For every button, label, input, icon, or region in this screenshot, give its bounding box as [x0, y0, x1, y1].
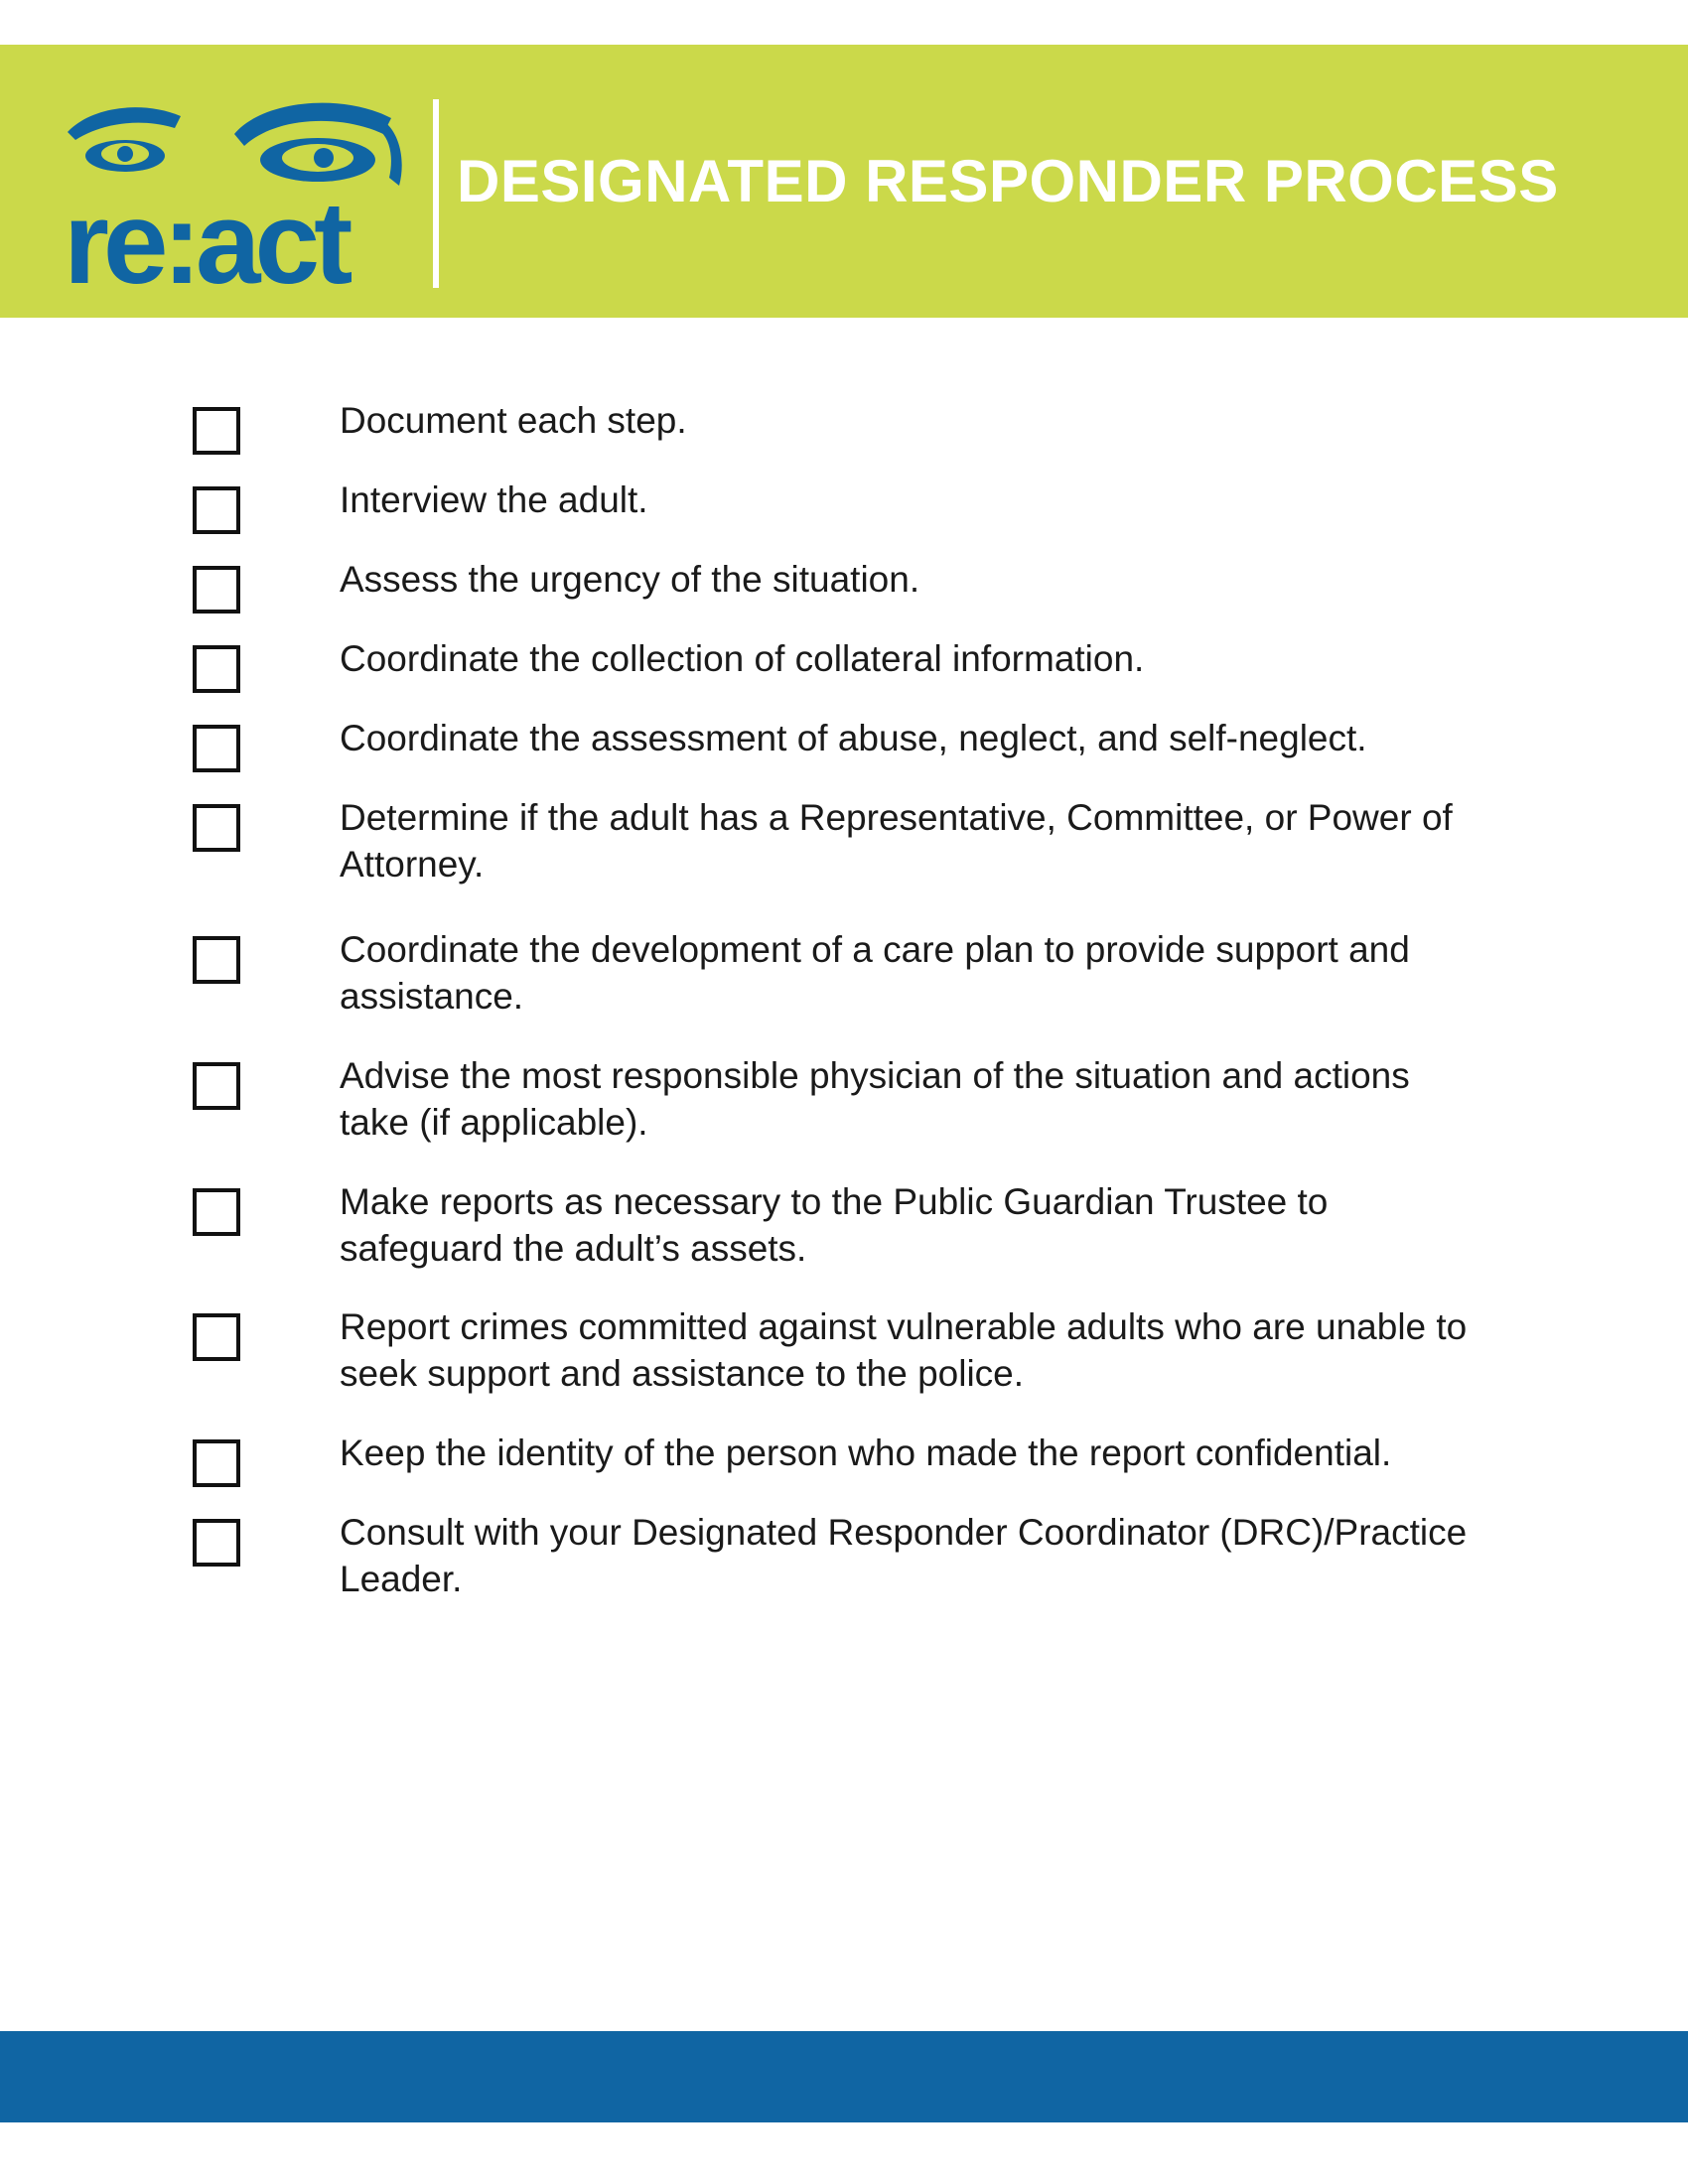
- checklist-checkbox[interactable]: [193, 936, 240, 984]
- checklist-item-label: Keep the identity of the person who made the report confidential.: [340, 1433, 1392, 1473]
- checklist-item-label: Assess the urgency of the situation.: [340, 559, 920, 600]
- checklist-item: [193, 926, 1481, 1020]
- checklist-item: [193, 1178, 1481, 1272]
- checklist-item: [193, 635, 1481, 693]
- page-title: DESIGNATED RESPONDER PROCESS: [457, 148, 1559, 214]
- checklist-item-label: Coordinate the assessment of abuse, neglect, and self-neglect.: [340, 718, 1367, 758]
- checklist-checkbox[interactable]: [193, 407, 240, 455]
- checklist-item-label: Determine if the adult has a Representative, Committee, or Power of Attorney.: [340, 797, 1453, 885]
- checklist-checkbox[interactable]: [193, 725, 240, 772]
- checklist-checkbox[interactable]: [193, 1439, 240, 1487]
- checklist-item: [193, 397, 1481, 455]
- checklist-checkbox[interactable]: [193, 1062, 240, 1110]
- checklist-item-label: Make reports as necessary to the Public Guardian Trustee to safeguard the adult’s assets.: [340, 1181, 1329, 1269]
- checklist-item-label: Coordinate the development of a care plan to provide support and assistance.: [340, 929, 1410, 1017]
- checklist-item-label: Coordinate the collection of collateral information.: [340, 638, 1145, 679]
- checklist-item-label: Document each step.: [340, 400, 687, 441]
- react-logo: [64, 94, 413, 293]
- checklist-item-label: Consult with your Designated Responder Coordinator (DRC)/Practice Leader.: [340, 1512, 1468, 1599]
- checklist-item: [193, 477, 1481, 534]
- checklist-checkbox[interactable]: [193, 486, 240, 534]
- checklist-item-label: Report crimes committed against vulnerable adults who are unable to seek support and assistance to the police.: [340, 1306, 1468, 1394]
- checklist-item: [193, 794, 1481, 887]
- checklist-checkbox[interactable]: [193, 1519, 240, 1567]
- checklist-checkbox[interactable]: [193, 804, 240, 852]
- checklist-item: [193, 1430, 1481, 1487]
- logo-wordmark: re:act: [64, 178, 348, 293]
- checklist-item: [193, 715, 1481, 772]
- checklist-checkbox[interactable]: [193, 1188, 240, 1236]
- header-divider: [433, 99, 439, 288]
- checklist-item: [193, 556, 1481, 614]
- checklist-item: [193, 1509, 1481, 1602]
- checklist-item: [193, 1303, 1481, 1397]
- checklist-item: [193, 1052, 1481, 1146]
- checklist-checkbox[interactable]: [193, 566, 240, 614]
- checklist-item-label: Interview the adult.: [340, 479, 648, 520]
- checklist-checkbox[interactable]: [193, 645, 240, 693]
- checklist-item-label: Advise the most responsible physician of the situation and actions take (if applicable).: [340, 1055, 1410, 1143]
- checklist-checkbox[interactable]: [193, 1313, 240, 1361]
- footer-band: [0, 2031, 1688, 2122]
